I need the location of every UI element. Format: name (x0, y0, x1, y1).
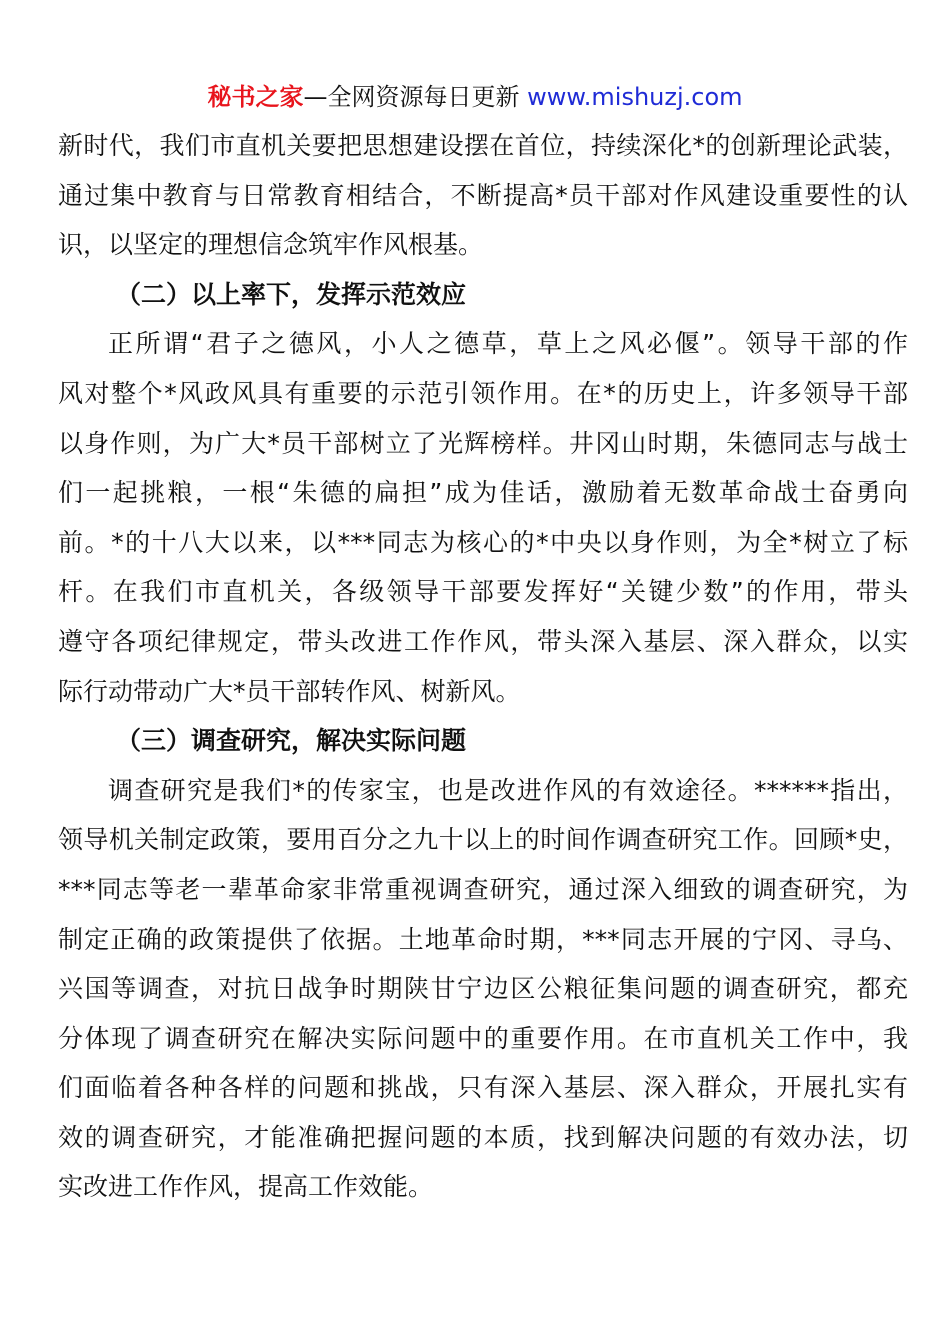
paragraph-line: 际行动带动广大*员干部转作风、树新风。 (58, 676, 521, 706)
site-header (0, 80, 950, 114)
section-heading-2: （二）以上率下，发挥示范效应 (116, 279, 467, 309)
paragraph-line: 效的调查研究，才能准确把握问题的本质，找到解决问题的有效办法，切 (58, 1122, 908, 1152)
paragraph-line: 前。*的十八大以来，以***同志为核心的*中央以身作则，为全*树立了标 (58, 527, 908, 557)
paragraph-line: 遵守各项纪律规定，带头改进工作作风，带头深入基层、深入群众，以实 (58, 626, 908, 656)
paragraph-line: 领导机关制定政策，要用百分之九十以上的时间作调查研究工作。回顾*史， (58, 825, 908, 855)
paragraph-line: 实改进工作作风，提高工作效能。 (58, 1172, 434, 1202)
site-brand: 秘书之家 (207, 83, 304, 111)
paragraph-line: 风对整个*风政风具有重要的示范引领作用。在*的历史上，许多领导干部 (58, 378, 908, 408)
document-body (58, 121, 908, 1212)
paragraph-1 (58, 121, 908, 270)
paragraph-line: 制定正确的政策提供了依据。土地革命时期，***同志开展的宁冈、寻乌、 (58, 924, 908, 954)
paragraph-line: 调查研究是我们*的传家宝，也是改进作风的有效途径。******指出， (108, 775, 908, 805)
paragraph-line: 正所谓“君子之德风，小人之德草，草上之风必偃”。领导干部的作 (108, 329, 908, 359)
paragraph-3 (58, 766, 908, 1212)
paragraph-line: ***同志等老一辈革命家非常重视调查研究，通过深入细致的调查研究，为 (58, 874, 908, 904)
paragraph-2 (58, 319, 908, 716)
paragraph-line: 分体现了调查研究在解决实际问题中的重要作用。在市直机关工作中，我 (58, 1023, 908, 1053)
paragraph-line: 们一起挑粮，一根“朱德的扁担”成为佳话，激励着无数革命战士奋勇向 (58, 478, 908, 508)
paragraph-line: 兴国等调查，对抗日战争时期陕甘宁边区公粮征集问题的调查研究，都充 (58, 974, 908, 1004)
section-heading-3: （三）调查研究，解决实际问题 (116, 726, 467, 756)
paragraph-line: 杆。在我们市直机关，各级领导干部要发挥好“关键少数”的作用，带头 (58, 577, 908, 607)
paragraph-line: 识，以坚定的理想信念筑牢作风根基。 (58, 230, 484, 260)
site-url-link[interactable]: www.mishuzj.com (527, 83, 743, 111)
site-slogan: —全网资源每日更新 (303, 83, 520, 111)
paragraph-line: 通过集中教育与日常教育相结合，不断提高*员干部对作风建设重要性的认 (58, 180, 908, 210)
paragraph-line: 新时代，我们市直机关要把思想建设摆在首位，持续深化*的创新理论武装， (58, 131, 908, 160)
paragraph-line: 们面临着各种各样的问题和挑战，只有深入基层、深入群众，开展扎实有 (58, 1073, 908, 1103)
paragraph-line: 以身作则，为广大*员干部树立了光辉榜样。井冈山时期，朱德同志与战士 (58, 428, 908, 458)
